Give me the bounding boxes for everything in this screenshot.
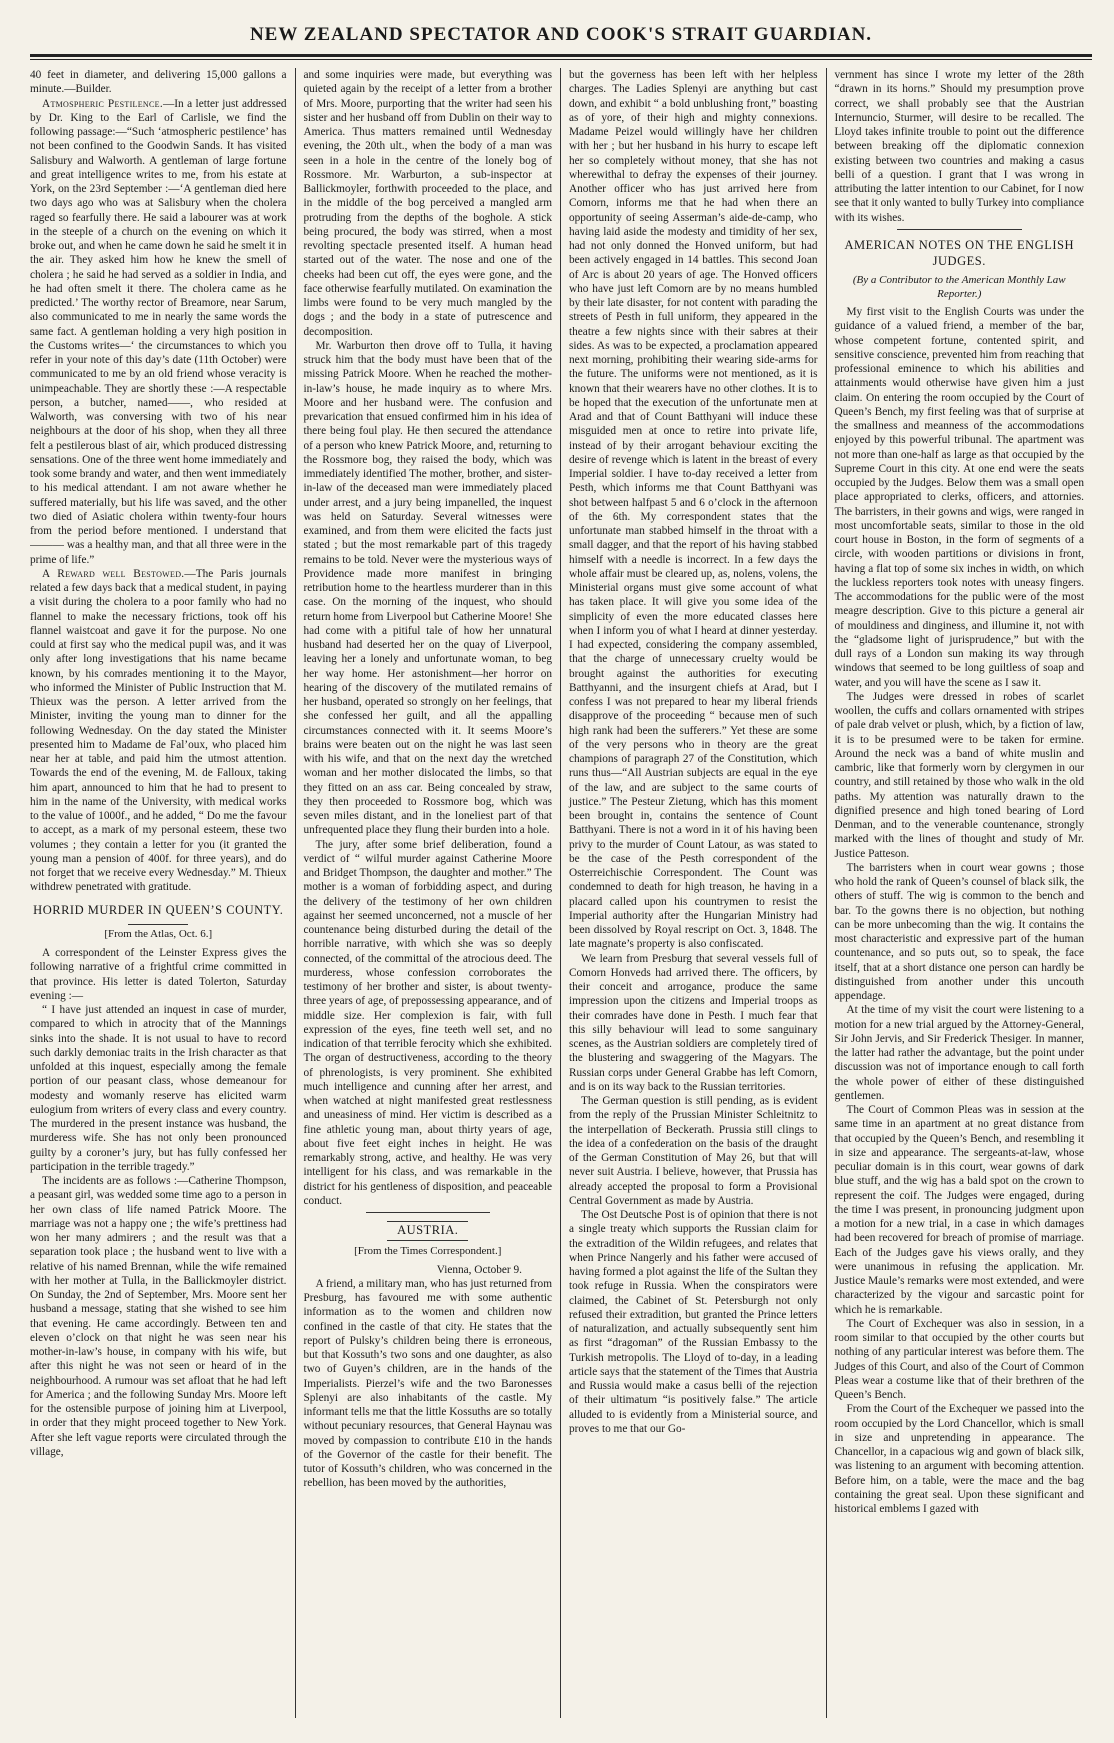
paragraph: The Judges were dressed in robes of scarlet woollen, the cuffs and collars ornamented with stripes of pale drab velvet or plush, which, by a fiction of law, it is to be presumed were to be taken for ermine. Around the neck was a band of white muslin and cambric, like that formerly worn by clergymen in our country, and still retained by those who walk in the old paths. My attention was naturally drawn to the dignified presence and high toned bearing of Lord Denman, and to the venerable countenance, strongly marked with the lines of thought and study of Mr. Justice Patteson.: [834, 690, 1084, 860]
paragraph-text: —In a letter just addressed by Dr. King to the Earl of Carlisle, we find the following passage:—“Such ‘atmospheric pestilence’ has not been confined to the Goodwin Sands. It has visited Salisbury and Walworth. A gentleman of large fortune and great intelligence writes to me, from his estate at York, on the 23rd September :—‘A gentleman died here two days ago who was at Salisbury when the cholera raged so fearfully there. He said a labourer was at work in the steeple of a church on the evening on which it broke out, and when he came down he said he smelt it in the air. They asked him how he knew the smell of cholera ; he said he had served as a soldier in India, and he had often smelt it there. The cholera came as he predicted.’ The worthy rector of Breamore, near Sarum, also communicated to me in nearly the same words the same fact. A gentleman holding a very high position in the Customs writes—‘ the circumstances to which you refer in your note of this day’s date (11th October) were communicated to me by an old friend whose veracity is unimpeachable. They are shortly these :—A respectable person, a butcher, named——, who resided at Walworth, was conversing with two of his near neighbours at the door of his shop, when they all three felt a pestilerous blast of air, which produced distressing sensations. One of the three went home immediately and took some brandy and water, and then went immediately to his medical attendant. I am not aware whether he suffered materially, but his life was saved, and the other two died of Asiatic cholera within twenty-four hours from the period before mentioned. I understand that ——— was a healthy man, and that all three were in the prime of life.”: [30, 97, 287, 566]
paragraph: The Ost Deutsche Post is of opinion that there is not a single treaty which supports the Russian claim for the extradition of the Wildin refugees, and relates that when Prince Nangerly and his father were accused of having formed a plot against the life of the Sultan they took refuge in Russia. When the conspirators were claimed, the Cabinet of St. Petersburgh not only refused their extradition, but granted the Prince letters of naturalization, and actually subsequently sent him as first “dragoman” of the Russian Embassy to the Turkish metropolis. The Lloyd of to-day, in a leading article says that the statement of the Times that Austria and Russia would make a casus belli of the rejection of their ultimatum “is positively false.” The article alluded to is evidently from a Ministerial source, and proves to me that our Go-: [569, 1209, 818, 1435]
paragraph: The Court of Exchequer was also in session, in a room similar to that occupied by the other courts but nothing of any particular interest was before them. The Judges of this Court, and also of the Court of Common Pleas wear a costume like that of their brethren of the Queen’s Bench.: [834, 1317, 1084, 1402]
column-2: [296, 68, 562, 1718]
section-rule: [897, 229, 1022, 230]
paragraph: The Court of Common Pleas was in session at the same time in an apartment at no great distance from that occupied by the Queen’s Bench, and resembling it in size and appearance. The sergeants-at-law, whose peculiar domain is in this court, wear gowns of dark blue stuff, and the wig has a bald spot on the crown to represent the coif. The Judges were engaged, during the time I was present, in pronouncing judgment upon a motion for a new trial, in a case in which damages had been recovered for breach of promise of marriage. Each of the Judges gave his views orally, and they were unanimous in refusing the application. Mr. Justice Maule’s remarks were most extended, and were characterized by the vigour and sarcastic point for which he is remarkable.: [834, 1104, 1084, 1316]
masthead-rule: [30, 54, 1092, 57]
paragraph: From the Court of the Exchequer we passed into the room occupied by the Lord Chancellor, which is small in size and unpretending in appearance. The Chancellor, in a capacious wig and gown of black silk, was listening to an argument with becoming attention. Before him, on a table, were the mace and the bag containing the great seal. Upon these significant and historical emblems I gazed with: [834, 1403, 1084, 1516]
paragraph: but the governess has been left with her helpless charges. The Ladies Splenyi are anything but cast down, and exhibit “ a bold unblushing front,” boasting as of yore, of their high and mighty connexions. Madame Peizel would willingly have her children with her ; but her husband in his hurry to escape left her so completely without money, that she has not wherewithal to defray the expenses of their journey. Another officer who has just arrived here from Comorn, informs me that he had when there an opportunity of seeing Asserman’s aide-de-camp, who having laid aside the modesty and timidity of her sex, had not only donned the Honved uniform, but had been actively engaged in 14 battles. This second Joan of Arc is about 20 years of age. The Honved officers who have just left Comorn are by no means humbled by their late disaster, for not content with parading the streets of Pesth in full uniform, they appeared in the theatre a few nights since with their sabres at their sides. As was to be expected, a proclamation appeared next morning, prohibiting their wearing side-arms for the future. The uniforms were not mentioned, as it is known that their wearers have no other clothes. It is to be hoped that the execution of the unfortunate men at Arad and that of Count Batthyani will induce these misguided men at once to retire into private life, instead of by their arrogant behaviour exciting the desire of revenge which is latent in the breast of every Imperial soldier. I have to-day received a letter from Pesth, which informs me that Count Batthyani was shot between halfpast 5 and 6 o’clock in the afternoon of the 6th. My correspondent states that the unfortunate man stabbed himself in the throat with a small dagger, and that the report of his having stabbed himself with a needle is incorrect. In a few days the whole affair must be cleared up, as, nolens, volens, the Ministerial organs must give some account of what has taken place. It will give you some idea of the simplicity of even the more educated classes here when I inform you of what I heard at dinner yesterday. I had expected, considering the company assembled, that the charge of unnecessary cruelty would be brought against the authorities for executing Batthyanni, and the insurgent chiefs at Arad, but I confess I was not prepared to hear my liberal friends disapprove of the proceeding “ because men of such high rank had been the sufferers.” Yet these are some of the very persons who in theory are the great champions of paragraph 27 of the Constitution, which runs thus—“All Austrian subjects are equal in the eye of the law, and are subject to the same courts of justice.” The Pesteur Zietung, which has this moment been brought in, contains the sentence of Count Batthyani. There is not a word in it of his having been privy to the murder of Count Latour, as was stated to be the case of the Pesth correspondent of the Osterreichischie Correspondent. The Count was condemned to death for high treason, he having in a placard called upon his countrymen to resist the Imperial authority after the Hungarian Ministry had been dissolved by Royal rescript on Oct. 3, 1848. The late magnate’s property is also confiscated.: [569, 69, 818, 951]
byline: (By a Contributor to the American Monthly Law Reporter.): [852, 274, 1066, 301]
paragraph: 40 feet in diameter, and delivering 15,000 gallons a minute.—Builder.: [30, 69, 287, 96]
paragraph: The German question is still pending, as is evident from the reply of the Prussian Minister Schleitnitz to the interpellation of Beckerath. Prussia still clings to the idea of a confederation on the basis of the draught of the German Constitution of May 26, but that will never suit Austria. I believe, however, that Prussia has already accepted the proposal to form a Provisional Central Government as made by Austria.: [569, 1095, 818, 1207]
paragraph: My first visit to the English Courts was under the guidance of a valued friend, a member of the bar, whose competent fortune, contented spirit, and sensitive conscience, prevented him from reaching that professional eminence to which his abilities and attainments would otherwise have given him a just claim. On entering the room occupied by the Court of Queen’s Bench, my first feeling was that of surprise at the smallness and meanness of the accommodations enjoyed by this powerful tribunal. The apartment was not more than one-half as large as that occupied by the Supreme Court in this city. At one end were the seats occupied by the Judges. Below them was a small open place appropriated to clerks, officers, and attornies. The barristers, in their gowns and wigs, were ranged in most uncomfortable seats, similar to those in the old court house in Boston, in the form of segments of a circle, with wooden partitions or divisions in front, having a flat top of some six inches in width, on which the luckless reporters took notes with uneasy fingers. The accommodations for the public were of the most meagre description. Give to this picture a general air of mouldiness and dinginess, and illumine it, not with the “gladsome light of jurisprudence,” but with the dull rays of a London sun making its way through windows that seemed to be long guiltless of soap and water, and you will have the scene as I saw it.: [834, 306, 1084, 689]
article-source: [From the Atlas, Oct. 6.]: [104, 928, 213, 941]
columns: [30, 68, 1092, 1718]
run-in-heading: Atmospheric Pestilence.: [42, 97, 163, 110]
paragraph: A correspondent of the Leinster Express gives the following narrative of a frightful crime committed in that province. His letter is dated Tolerton, Saturday evening :—: [30, 947, 287, 1002]
paragraph-reward: [30, 567, 287, 895]
run-in-heading: A Reward well Bestowed.: [42, 567, 185, 580]
paragraph: The jury, after some brief deliberation, found a verdict of “ wilful murder against Catherine Moore and Bridget Thompson, the daughter and mother.” The mother is a woman of forbidding aspect, and during the delivery of the testimony of her own children against her seemed unconcerned, not a muscle of her countenance being disturbed during the detail of the horrible narrative, with which she was so deeply connected, of the committal of the atrocious deed. The murderess, whose confession corroborates the testimony of her brother and sister, is about twenty-three years of age, of prepossessing appearance, and of middle size. Her complexion is fair, with full expression of the eyes, fine teeth well set, and no indication of that terrible ferocity which she exhibited. The organ of destructiveness, according to the theory of phrenologists, is very prominent. She exhibited much intelligence and cunning after her arrest, and when watched at night manifested great restlessness and uneasiness of mind. Her victim is described as a fine athletic young man, about thirty years of age, about five feet eight inches in height. He was remarkably strong, active, and healthy. He was very intelligent for his class, and was remarkable in the district for his gentleness of disposition, and peaceable conduct.: [303, 838, 552, 1207]
paragraph: At the time of my visit the court were listening to a motion for a new trial argued by the Attorney-General, Sir John Jervis, and Sir Frederick Thesiger. In manner, the latter had rather the advantage, but the point under discussion was not of importance enough to call forth the whole power of either of these distinguished gentlemen.: [834, 1004, 1084, 1102]
paragraph: “ I have just attended an inquest in case of murder, compared to which in atrocity that of the Mannings sinks into the shade. It is not usual to have to record such darkly demoniac traits in the Irish character as that unfolded at this inquest, especially among the female portion of our peasant class, whose demeanour for modesty and womanly reserve has elicited warm eulogium from writers of every class and every country. The murdered in the present instance was husband, the murderess wife. She has not only been pronounced guilty by a coroner’s jury, but has fully confessed her participation in the terrible tragedy.”: [30, 1004, 287, 1173]
paragraph-atmospheric-pestilence: [30, 97, 287, 567]
article-source: [From the Times Correspondent.]: [354, 1244, 502, 1257]
paragraph: Mr. Warburton then drove off to Tulla, it having struck him that the body must have been that of the missing Patrick Moore. When he reached the mother-in-law’s house, he made inquiry as to where Mrs. Moore and her husband were. The confusion and prevarication that ensued confirmed him in his idea of there being foul play. He then secured the attendance of a person who knew Patrick Moore, and, returning to the Rossmore bog, they raised the body, which was immediately identified The mother, brother, and sister-in-law of the deceased man were immediately placed under arrest, and a jury being impanelled, the inquest was held on Saturday. Several witnesses were examined, and from them were elicited the facts just stated ; but the most remarkable part of this tragedy remains to be told. Never were the mysterious ways of Providence made more manifest in bringing retribution home to the heartless murderer than in this case. On the morning of the inquest, who should return home from Liverpool but Catherine Moore! She had come with a pitiful tale of how her unnatural husband had deserted her on the quay of Liverpool, leaving her a lonely and unfortunate woman, to beg her way home. Her astonishment—her horror on hearing of the discovery of the mutilated remains of her husband, operated so strongly on her feelings, that she confessed her guilt, and all the appalling circumstances connected with it. It seems Moore’s brains were beaten out on the night he was last seen with his wife, and that on the next day the wretched woman and her mother dislocated the limbs, so that they fitted on an ass car. Being concealed by straw, they then proceeded to Rossmore bog, which was seven miles distant, and in the loneliest part of that unfrequented place they flung their burden into a hole.: [303, 339, 552, 837]
headline-american-notes: AMERICAN NOTES ON THE ENGLISH JUDGES.: [844, 237, 1075, 268]
paragraph: The incidents are as follows :—Catherine Thompson, a peasant girl, was wedded some time ago to a person in her own class of life named Patrick Moore. The marriage was not a happy one ; the wife’s prettiness had won her many admirers ; and the result was that a separation took place ; the husband went to live with a relative of his named Brennan, while the wife remained with her mother at Tulla, in the Ballickmoyler district. On Sunday, the 2nd of September, Mrs. Moore sent her husband a message, stating that she wished to see him that evening. He came accordingly. Between ten and eleven o’clock on that night he was seen near his mother-in-law’s house, in company with his wife, but after this night he was not seen or heard of in the neighbourhood. A rumour was set afloat that he had left for America ; and the following Sunday Mrs. Moore left for the ostensible purpose of joining him at Liverpool, in order that they might proceed together to New York. After she left vague reports were circulated through the village,: [30, 1175, 287, 1458]
paragraph-text: —The Paris journals related a few days back that a medical student, in paying a visit during the cholera to a poor family who had no flannel to make the necessary frictions, took off his flannel waistcoat and gave it for the purpose. No one could at first say who the medical pupil was, and it was only after long investigations that his name became known, by his comrades mentioning it to the Mayor, who informed the Minister of Public Instruction that M. Thieux was the person. A letter arrived from the Minister, inviting the young man to dinner for the following Wednesday. On the day stated the Minister presented him to Madame de Fal’oux, who placed him near her at table, and paid him the utmost attention. Towards the end of the evening, M. de Falloux, taking him apart, announced to him that he had to present to him in the name of the University, with medical works to the value of 1000f., and he added, “ Do me the favour to accept, as a mark of my personal esteem, these two volumes ; they contain a letter for you (it granted the young man a pension of 400f. for three years), and do not forget that we receive every Wednesday.” M. Thieux withdrew penetrated with gratitude.: [30, 567, 287, 894]
paragraph: We learn from Presburg that several vessels full of Comorn Honveds had arrived there. The officers, by their conceit and arrogance, produce the same impression upon the citizens and Imperial troops as their comrades have done in Pesth. I much fear that this silly behaviour will lead to some sanguinary scenes, as the Austrian soldiers are completely tired of the blustering and swaggering of the Magyars. The Russian corps under General Grabbe has left Comorn, and is on its way back to the Russian territories.: [569, 952, 818, 1093]
paragraph: The barristers when in court wear gowns ; those who hold the rank of Queen’s counsel of black silk, the others of stuff. The wig is common to the bench and bar. To the gowns there is no objection, but nothing can be more unbecoming than the wig. It contains the most characteristic and expressive part of the human countenance, and so puts out, so to speak, the face itself, that at a short distance one person can hardly be distinguished from another under this uncouth appendage.: [834, 861, 1084, 1003]
paragraph: A friend, a military man, who has just returned from Presburg, has favoured me with some authentic information as to the women and children now confined in the castle of that city. He states that the report of Pulsky’s children being there is erroneous, but that Kossuth’s two sons and one daughter, as also two of Guyen’s children, are in the hands of the Imperialists. Pierzel’s wife and the two Baronesses Splenyi are also inhabitants of the castle. My informant tells me that the little Kossuths are so totally without pecuniary resources, that General Haynau was moved by compassion to contribute £10 in the hands of the Governor of the castle for their benefit. The tutor of Kossuth’s children, who was concerned in the rebellion, has been moved by the authorities,: [303, 1277, 552, 1490]
masthead-rule-thin: [30, 59, 1092, 60]
section-rule: [366, 1212, 490, 1213]
column-3: [561, 68, 827, 1718]
headline-horrid-murder: HORRID MURDER IN QUEEN’S COUNTY.: [33, 902, 284, 917]
column-1: [30, 68, 296, 1718]
headline-austria: [304, 1221, 553, 1241]
headline-rule: [128, 924, 188, 925]
dateline: Vienna, October 9.: [436, 1263, 522, 1276]
column-4: [827, 68, 1093, 1718]
masthead: NEW ZEALAND SPECTATOR AND COOK'S STRAIT GUARDIAN.: [249, 24, 873, 45]
paragraph: vernment has since I wrote my letter of the 28th “drawn in its horns.” Should my presumption prove correct, we shall probably see that the Austrian Internuncio, Sturmer, will desire to be recalled. The Lloyd takes infinite trouble to point out the difference between breaking off the diplomatic connexion existing between two countries and making a casus belli of a question. I grant that I was wrong in attributing the latter intention to our Cabinet, for I now see that it only wanted to bully Turkey into compliance with its wishes.: [834, 69, 1084, 224]
headline-text: AUSTRIA.: [387, 1221, 468, 1241]
paragraph: and some inquiries were made, but everything was quieted again by the receipt of a letter from a brother of Mrs. Moore, purporting that the writer had seen his sister and her husband off from Dublin on their way to America. Thus matters remained until Wednesday evening, the 20th ult., when the body of a man was seen in a hole in the centre of the lonely bog of Rossmore. Mr. Warburton, a sub-inspector at Ballickmoyler, forthwith proceeded to the place, and in the middle of the bog perceived a mangled arm protruding from the depths of the boghole. A stick being procured, the body was stirred, when a most revolting spectacle presented itself. A human head started out of the water. The nose and one of the cheeks had been cut off, the eyes were gone, and the face otherwise fearfully mutilated. On examination the limbs were found to be very much mangled by the dogs ; and the body in a state of putrescence and decomposition.: [303, 69, 552, 338]
